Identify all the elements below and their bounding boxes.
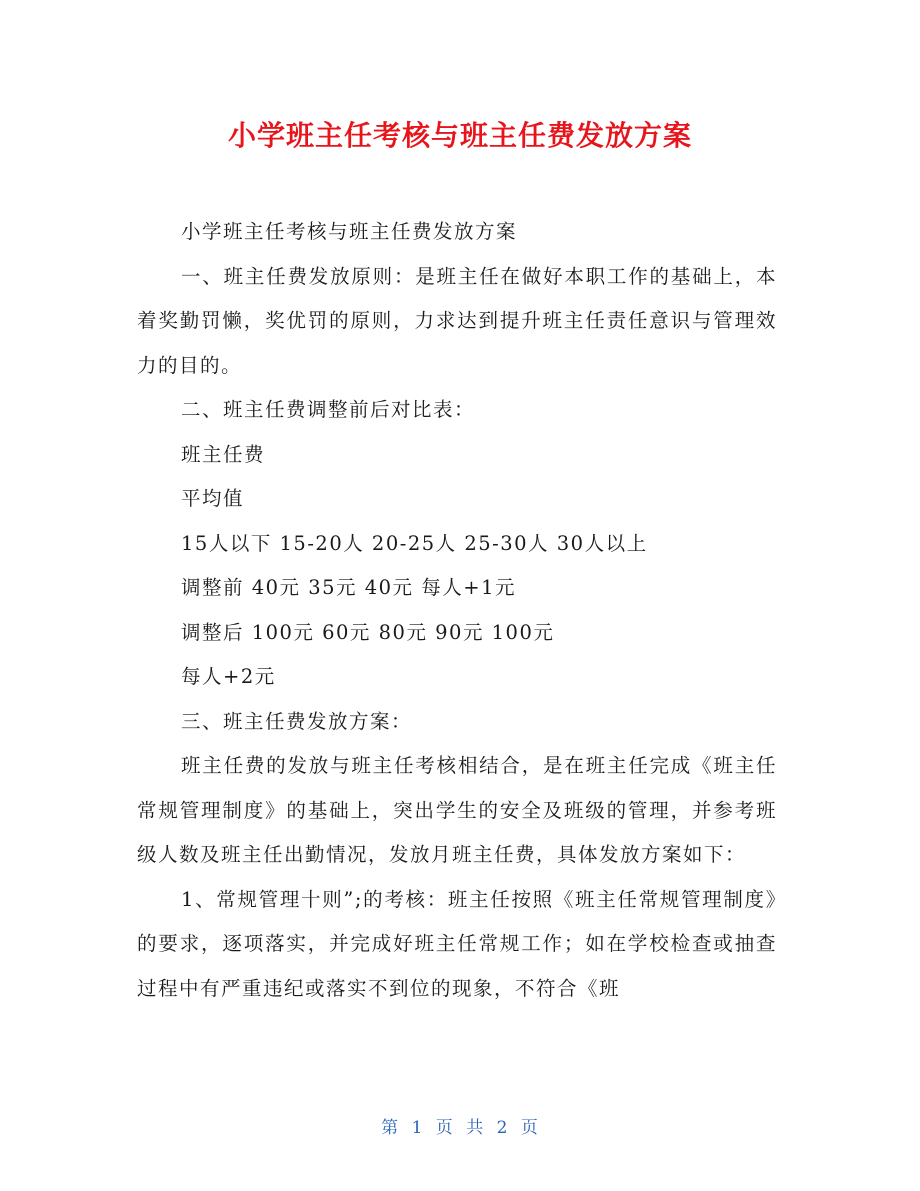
paragraph-principle: 一、班主任费发放原则：是班主任在做好本职工作的基础上，本着奖勤罚懒，奖优罚的原则，力求达到提升班主任责任意识与管理效力的目的。 <box>137 264 777 377</box>
table-row-class-size: 15人以下 15-20人 20-25人 25-30人 30人以上 <box>181 531 648 555</box>
table-label-fee: 班主任费 <box>181 442 266 466</box>
paragraph-comparison-heading: 二、班主任费调整前后对比表： <box>181 398 476 421</box>
table-row-after: 调整后 100元 60元 80元 90元 100元 <box>181 620 555 644</box>
table-row-before: 调整前 40元 35元 40元 每人+1元 <box>181 576 516 599</box>
document-body <box>137 210 777 1011</box>
table-label-average: 平均值 <box>181 487 245 510</box>
paragraph-rule-1: 1、常规管理十则”;的考核：班主任按照《班主任常规管理制度》的要求，逐项落实，并完成好班主任常规工作；如在学校检查或抽查过程中有严重违纪或落实不到位的现象，不符合《班 <box>137 887 777 1000</box>
paragraph-plan-intro: 班主任费的发放与班主任考核相结合，是在班主任完成《班主任常规管理制度》的基础上，突出学生的安全及班级的管理，并参考班级人数及班主任出勤情况，发放月班主任费，具体发放方案如下： <box>137 754 777 866</box>
paragraph-heading: 小学班主任考核与班主任费发放方案 <box>181 220 518 243</box>
paragraph-plan-heading: 三、班主任费发放方案： <box>181 709 413 733</box>
page-number: 第 1 页 共 2 页 <box>381 1118 539 1138</box>
table-row-per-person: 每人+2元 <box>181 665 276 688</box>
document-title: 小学班主任考核与班主任费发放方案 <box>227 119 692 152</box>
